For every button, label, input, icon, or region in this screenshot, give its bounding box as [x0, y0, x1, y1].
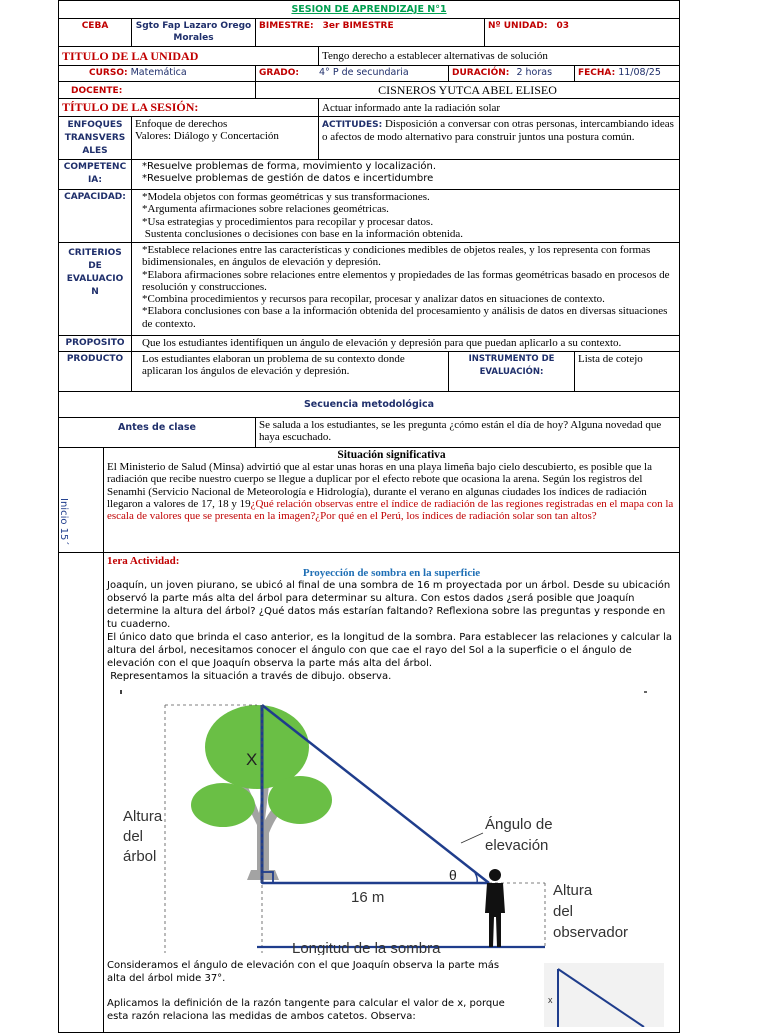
- antes-value: Se saluda a los estudiantes, se les pregunta ¿cómo están el día de hoy? Alguna novedad que haya escuchado.: [256, 418, 680, 448]
- proposito-label: PROPOSITO: [59, 336, 132, 352]
- capacidad-label: CAPACIDAD:: [59, 190, 132, 243]
- actividad-p3: Representamos la situación a través de dibujo. observa.: [107, 670, 392, 682]
- grado-cell: [256, 66, 449, 82]
- criterio-item: *Combina procedimientos y recursos para recopilar, procesar y analizar datos en situaciones de contexto.: [142, 293, 605, 306]
- curso-label: CURSO:: [89, 68, 128, 78]
- producto-value: Los estudiantes elaboran un problema de su contexto donde aplicaran los ángulos de elevación y depresión.: [132, 352, 449, 392]
- altura-arbol-1: Altura: [123, 807, 163, 825]
- situacion-title: Situación significativa: [337, 449, 446, 461]
- producto-label: PRODUCTO: [59, 352, 132, 392]
- altura-arbol-2: del: [123, 827, 144, 845]
- bimestre-value: 3er BIMESTRE: [322, 21, 394, 31]
- antes-label: Antes de clase: [59, 418, 256, 448]
- enfoques-line1: Enfoque de derechos: [135, 118, 228, 130]
- actividad-p4: Consideramos el ángulo de elevación con el que Joaquín observa la parte más alta del árbol mide 37°.: [107, 959, 500, 984]
- criterio-item: *Establece relaciones entre las características y condiciones medibles de objetos reales, y los representa con formas bidimensionales, en ángulos de elevación y depresión.: [142, 244, 651, 269]
- capacidad-item: *Argumenta afirmaciones sobre relaciones geométricas.: [142, 203, 389, 216]
- angulo-2: elevación: [485, 836, 549, 854]
- enfoques-label: ENFOQUES TRANSVERS ALES: [59, 117, 132, 160]
- altura-arbol-3: árbol: [123, 847, 157, 865]
- capacidad-cell: [132, 190, 680, 243]
- capacidad-item: *Modela objetos con formas geométricas y sus transformaciones.: [142, 191, 430, 203]
- inicio-label: Inicio 15´: [58, 498, 69, 546]
- actividad-p1: Joaquín, un joven piurano, se ubicó al final de una sombra de 16 m proyectada por un árbol. Desde su ubicación observó la parte más alta del árbol para determinar su altura. Con estos dados ¿será posible que Joaquín determine la altura del árbol? ¿Qué datos más estarían faltando? Reflexiona sobre las preguntas y responde en tu cuaderno.: [107, 579, 671, 630]
- altura-obs-1: Altura: [553, 881, 593, 899]
- capacidad-item: Sustenta conclusiones o decisiones con base en la información obtenida.: [142, 227, 464, 240]
- bimestre-label: BIMESTRE:: [259, 21, 314, 31]
- duracion-cell: [449, 66, 575, 82]
- small-triangle-figure: [544, 963, 664, 1027]
- unidad-label: Nº UNIDAD:: [488, 21, 548, 31]
- situacion-cell: [104, 448, 680, 552]
- actividad-label: 1era Actividad:: [107, 554, 180, 567]
- tree-elevation-figure: [107, 685, 667, 955]
- session-number: SESION DE APRENDIZAJE N°1: [291, 4, 447, 15]
- empty-time-cell: [59, 552, 104, 1032]
- criterios-cell: [132, 243, 680, 336]
- unit-value: Tengo derecho a establecer alternativas de solución: [319, 47, 680, 66]
- unidad-value: 03: [556, 21, 569, 31]
- competencia-label: COMPETENC IA:: [59, 160, 132, 190]
- capacidad-item: *Usa estrategias y procedimientos para recopilar y procesar datos.: [142, 215, 434, 228]
- curso-value: Matemática: [130, 67, 187, 78]
- criterios-label: CRITERIOS DE EVALUACIO N: [59, 243, 132, 336]
- duracion-value: 2 horas: [516, 67, 553, 78]
- secuencia-title: Secuencia metodológica: [303, 399, 435, 410]
- actividad-p2: El único dato que brinda el caso anterior, es la longitud de la sombra. Para establecer las relaciones y calcular la altura del árbol, necesitamos conocer el ángulo con que cae el rayo del Sol a la superficie o el ángulo de elevación con el que Joaquín observa la parte más alta del árbol.: [107, 631, 672, 669]
- competencia-cell: [132, 160, 680, 190]
- unidad-cell: [485, 19, 680, 47]
- actividad-p5: Aplicamos la definición de la razón tangente para calcular el valor de x, porque esta razón relaciona las medidas de ambos catetos. Observa:: [107, 997, 505, 1022]
- distance-label: 16 m: [351, 888, 385, 906]
- competencia-item: *Resuelve problemas de forma, movimiento y localización.: [142, 161, 436, 172]
- session-label: TÍTULO DE LA SESIÓN:: [62, 100, 199, 114]
- docente-label-cell: [59, 82, 256, 99]
- ceba-label: CEBA: [59, 19, 132, 47]
- bimestre-cell: [256, 19, 485, 47]
- altura-obs-3: observador: [553, 923, 629, 941]
- angulo-1: Ángulo de: [485, 815, 553, 833]
- sombra-label: Longitud de la sombra: [292, 939, 441, 955]
- actitudes-label: ACTITUDES:: [322, 120, 383, 130]
- criterio-item: *Elabora conclusiones con base a la información obtenida del procesamiento y análisis de datos en diversas situaciones de contexto.: [142, 305, 668, 330]
- duracion-label: DURACIÓN:: [452, 68, 510, 78]
- grado-label: GRADO:: [259, 68, 300, 78]
- x-label: X: [246, 749, 258, 769]
- altura-obs-2: del: [553, 902, 574, 920]
- theta-label: θ: [449, 866, 457, 883]
- ceba-value: Sgto Fap Lazaro Orego Morales: [132, 19, 256, 47]
- inicio-cell: [59, 448, 104, 552]
- small-x-label: x: [548, 994, 553, 1005]
- competencia-item: *Resuelve problemas de gestión de datos e incertidumbre: [142, 173, 434, 185]
- session-title-bar: [59, 1, 680, 19]
- situacion-question: ¿Qué relación observas entre el índice de radiación de las regiones registradas en el mapa con la escala de valores que se presenta en la imagen?¿Por qué en el Perú, los índices de radiación solar son tan altos?: [107, 497, 674, 523]
- enfoques-cell: [132, 117, 319, 160]
- secuencia-title-cell: [59, 392, 680, 418]
- unit-label-cell: [59, 47, 319, 66]
- instrumento-value: Lista de cotejo: [575, 352, 680, 392]
- session-value: Actuar informado ante la radiación solar: [319, 99, 680, 117]
- actividad-title: Proyección de sombra en la superficie: [302, 566, 481, 579]
- situacion-text: El Ministerio de Salud (Minsa) advirtió que al estar unas horas en una playa limeña bajo cielo descubierto, es posible que la radiación que recibe nuestro cuerpo se llegue a duplicar por el efecto rebote que ocasiona la arena. Según los registros del Senamhi (Servicio Nacional de Meteorología e Hidrología), durante el verano en algunas ciudades los índices de radiación llegaron a valores de 17, 18 y 19: [107, 461, 652, 510]
- fecha-value: 11/08/25: [618, 67, 661, 78]
- instrumento-label: INSTRUMENTO DE EVALUACIÓN:: [449, 352, 575, 392]
- actitudes-cell: [319, 117, 680, 160]
- actividad-cell: [104, 552, 680, 1032]
- unit-label: TITULO DE LA UNIDAD: [62, 49, 199, 63]
- docente-label: DOCENTE:: [71, 86, 123, 96]
- enfoques-line2: Valores: Diálogo y Concertación: [135, 130, 279, 142]
- session-label-cell: [59, 99, 319, 117]
- curso-cell: [59, 66, 256, 82]
- criterio-item: *Elabora afirmaciones sobre relaciones entre elementos y propiedades de las formas geométricas basado en procesos de resolución y construcciones.: [142, 268, 670, 293]
- fecha-label: FECHA:: [578, 68, 616, 78]
- actitudes-value: Disposición a conversar con otras personas, intercambiando ideas o afectos de modo alternativo para construir juntos una postura común.: [322, 118, 674, 143]
- grado-value: 4° P de secundaria: [319, 67, 409, 78]
- docente-value: CISNEROS YUTCA ABEL ELISEO: [256, 82, 680, 99]
- fecha-cell: [575, 66, 680, 82]
- proposito-value: Que los estudiantes identifiquen un ángulo de elevación y depresión para que puedan aplicarlo a su contexto.: [132, 336, 680, 352]
